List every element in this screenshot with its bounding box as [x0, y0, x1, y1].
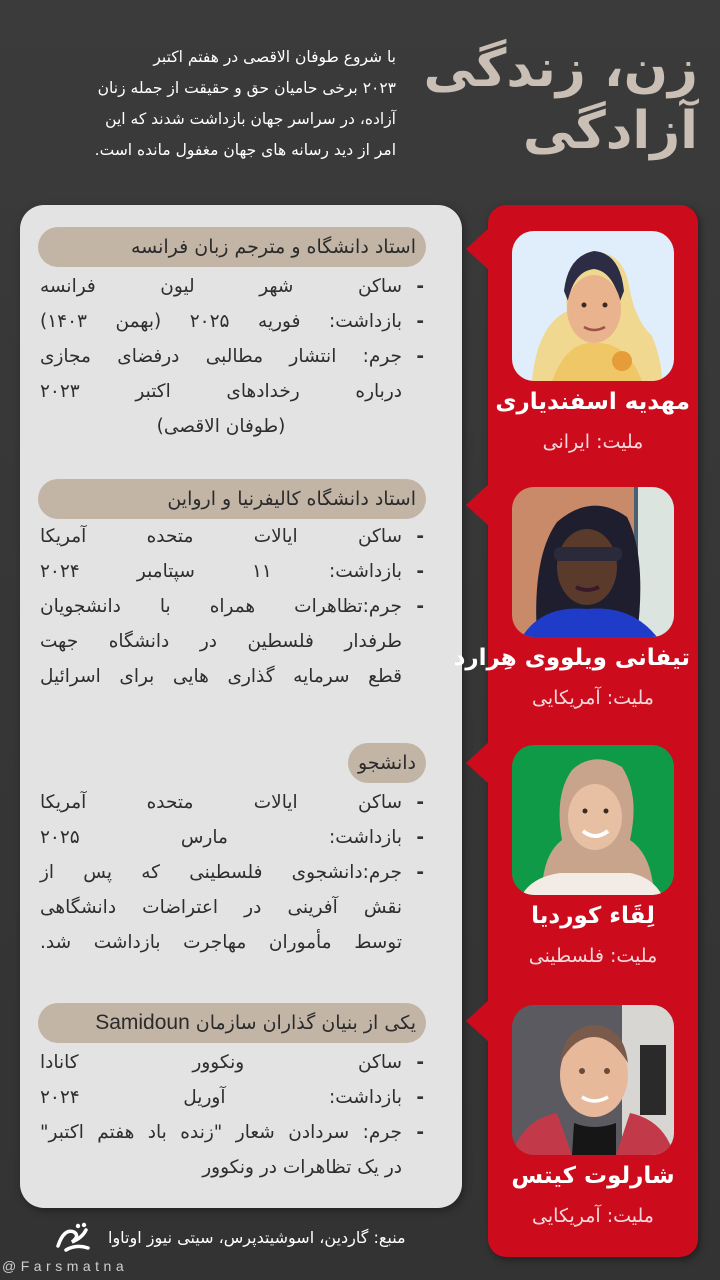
- bullet-dash: -: [416, 1122, 424, 1143]
- detail-line: - جرم:دانشجوی فلسطینی که پس از: [40, 862, 424, 883]
- role-text: استاد دانشگاه کالیفرنیا و ارواین: [167, 488, 416, 510]
- details-panel: [20, 205, 462, 1208]
- bullet-dash: -: [416, 346, 424, 367]
- role-text: دانشجو: [357, 752, 416, 774]
- nationality: ملیت: ایرانی: [542, 431, 644, 453]
- bullet-dash: -: [416, 561, 424, 582]
- profiles-panel: [453, 205, 698, 1257]
- intro-paragraph: [28, 42, 396, 166]
- detail-line: نقش آفرینی در اعتراضات دانشگاهی: [40, 897, 402, 918]
- intro-line: با شروع طوفان الاقصی در هفتم اکتبر: [153, 48, 396, 66]
- page-title: [398, 38, 698, 162]
- role-badge: [38, 479, 426, 519]
- detail-line: - بازداشت: مارس ۲۰۲۵: [40, 827, 424, 848]
- role-text: یکی از بنیان گذاران سازمان: [195, 1012, 416, 1034]
- title-line-1: زن، زندگی: [423, 39, 698, 99]
- intro-line: آزاده، در سراسر جهان بازداشت شدند که این: [105, 110, 396, 128]
- detail-line: در یک تظاهرات در ونکوور: [202, 1157, 402, 1178]
- detail-line: - ساکن ایالات متحده آمریکا: [40, 526, 424, 547]
- profile-card-1: [488, 231, 698, 471]
- detail-line: توسط مأموران مهاجرت بازداشت شد.: [40, 932, 402, 953]
- nationality: ملیت: آمریکایی: [532, 687, 654, 709]
- organization-name: Samidoun: [95, 1011, 190, 1034]
- portrait-photo: [512, 1005, 674, 1155]
- bullet-dash: -: [416, 862, 424, 883]
- nationality: ملیت: آمریکایی: [532, 1205, 654, 1227]
- profile-details-4: [20, 1003, 462, 1203]
- intro-line: ۲۰۲۳ برخی حامیان حق و حقیقت از جمله زنان: [97, 79, 396, 97]
- detail-line: - ساکن ونکوور کانادا: [40, 1052, 424, 1073]
- bullet-dash: -: [416, 792, 424, 813]
- role-text: استاد دانشگاه و مترجم زبان فرانسه: [130, 236, 416, 258]
- pointer-arrow-icon: [466, 999, 490, 1043]
- intro-line: امر از دید رسانه های جهان مغفول مانده است.: [94, 141, 396, 159]
- role-badge: [38, 1003, 426, 1043]
- farsmatna-logo-icon: [52, 1222, 94, 1254]
- bullet-dash: -: [416, 276, 424, 297]
- profile-card-4: [488, 1005, 698, 1245]
- detail-line: - ساکن شهر لیون فرانسه: [40, 276, 424, 297]
- detail-line: درباره رخدادهای اکتبر ۲۰۲۳: [40, 381, 402, 402]
- portrait-photo-icon: [512, 1005, 674, 1155]
- pointer-arrow-icon: [466, 741, 490, 785]
- profile-details-1: [20, 227, 462, 477]
- pointer-arrow-icon: [466, 227, 490, 271]
- pointer-arrow-icon: [466, 483, 490, 527]
- role-badge: [38, 227, 426, 267]
- detail-line: قطع سرمایه گذاری هایی برای اسرائیل: [40, 666, 402, 687]
- nationality: ملیت: فلسطینی: [528, 945, 658, 967]
- portrait-photo-icon: [512, 487, 674, 637]
- role-badge: [348, 743, 426, 783]
- detail-line: - جرم:تظاهرات همراه با دانشجویان: [40, 596, 424, 617]
- portrait-illustration-icon: [512, 231, 674, 381]
- portrait-photo: [512, 487, 674, 637]
- watermark-handle: @Farsmatna: [2, 1258, 129, 1274]
- profile-details-2: [20, 479, 462, 729]
- person-name: شارلوت کیتس: [511, 1163, 675, 1189]
- title-line-2: آزادگی: [522, 101, 698, 161]
- bullet-dash: -: [416, 311, 424, 332]
- profile-card-2: [453, 487, 698, 727]
- portrait-photo: [512, 231, 674, 381]
- person-name: مهدیه اسفندیاری: [495, 389, 690, 415]
- detail-line: - جرم: انتشار مطالبی درفضای مجازی: [40, 346, 424, 367]
- bullet-dash: -: [416, 827, 424, 848]
- person-name: لِقَاء کوردیا: [531, 903, 655, 929]
- header: [0, 0, 720, 195]
- bullet-dash: -: [416, 1052, 424, 1073]
- detail-line: (طوفان الاقصی): [156, 416, 286, 437]
- bullet-dash: -: [416, 526, 424, 547]
- detail-line: - جرم: سردادن شعار "زنده باد هفتم اکتبر": [40, 1122, 424, 1143]
- bullet-dash: -: [416, 1087, 424, 1108]
- detail-line: - بازداشت: آوریل ۲۰۲۴: [40, 1087, 424, 1108]
- portrait-photo: [512, 745, 674, 895]
- detail-line: - بازداشت: فوریه ۲۰۲۵ (بهمن ۱۴۰۳): [40, 311, 424, 332]
- person-name: تیفانی ویلووی هِرارد: [453, 645, 690, 671]
- detail-line: - بازداشت: ۱۱ سپتامبر ۲۰۲۴: [40, 561, 424, 582]
- profile-card-3: [488, 745, 698, 985]
- detail-line: - ساکن ایالات متحده آمریکا: [40, 792, 424, 813]
- profile-details-3: [20, 743, 462, 983]
- source-credit: منبع: گاردین، اسوشیتدپرس، سیتی نیوز اوتاوا: [108, 1228, 406, 1247]
- detail-line: طرفدار فلسطین در دانشگاه جهت: [40, 631, 402, 652]
- bullet-dash: -: [416, 596, 424, 617]
- portrait-photo-icon: [512, 745, 674, 895]
